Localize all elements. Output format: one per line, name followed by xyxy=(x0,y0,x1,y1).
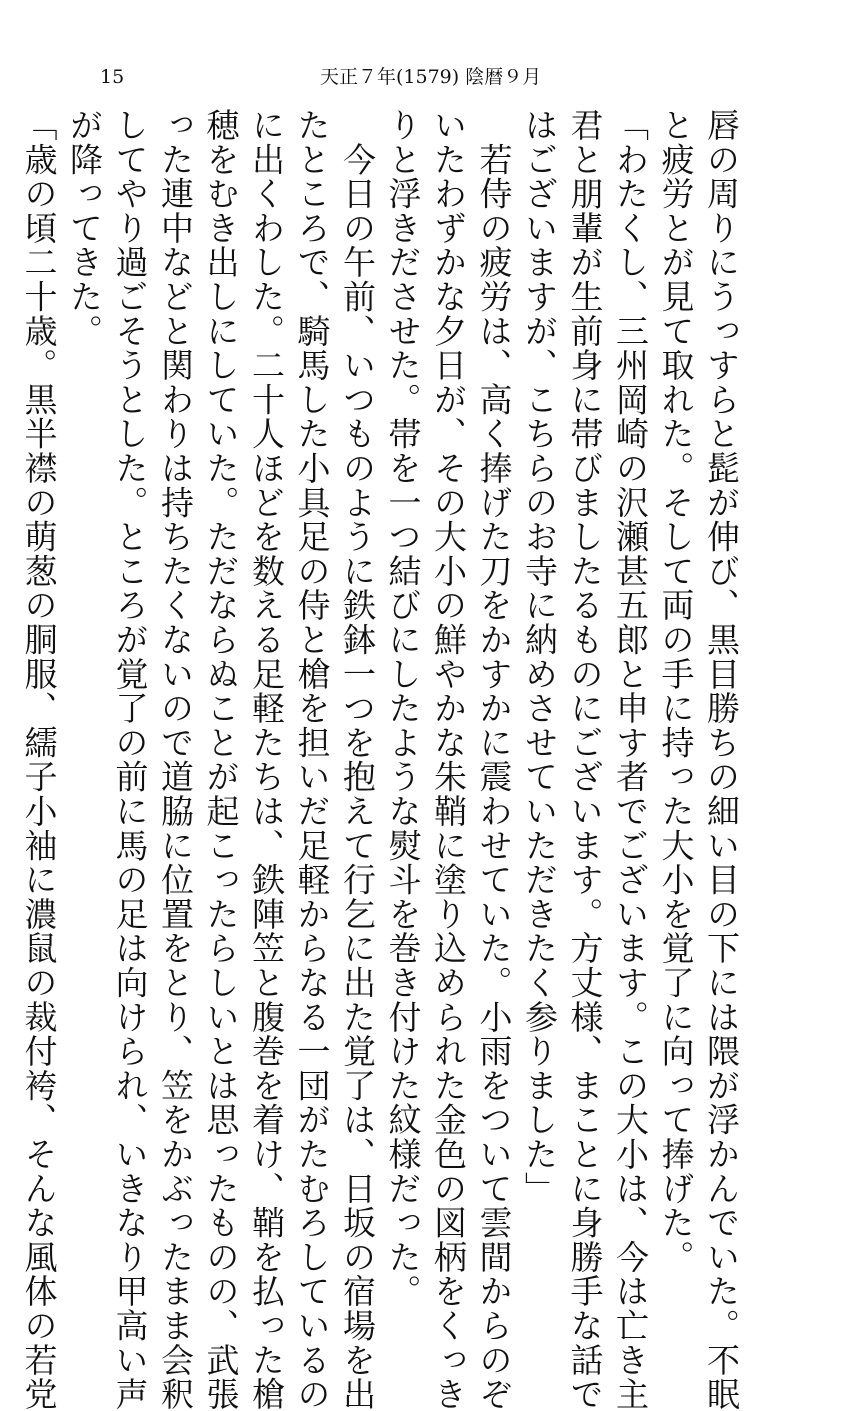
text-line: と疲労とが見て取れた。そして両の手に持った大小を覚了に向って捧げた。 xyxy=(656,108,696,1275)
text-line: 唇の周りにうっすらと髭が伸び、黒目勝ちの細い目の下には隈が浮かんでいた。不眠 xyxy=(702,108,741,1411)
text-line: った連中などと関わりは持ちたくないので道脇に位置をとり、笠をかぶったまま会釈 xyxy=(156,108,195,1411)
text-line: 君と朋輩が生前身に帯びましたるものにございます。方丈様、まことに身勝手な話で xyxy=(565,108,605,1411)
text-line: りと浮きださせた。帯を一つ結びにしたような熨斗を巻き付けた紋様だった。 xyxy=(383,108,423,1309)
text-line: が降ってきた。 xyxy=(65,108,104,349)
page-number: 15 xyxy=(100,66,125,88)
text-line: 「わたくし、三州岡崎の沢瀬甚五郎と申す者でございます。この大小は、今は亡き主 xyxy=(611,108,650,1411)
text-line: いたわずかな夕日が、その大小の鮮やかな朱鞘に塗り込められた金色の図柄をくっき xyxy=(429,108,468,1411)
text-line: 「歳の頃二十歳。黒半襟の萌葱の胴服、繻子小袖に濃鼠の裁付袴、そんな風体の若党 xyxy=(19,108,59,1411)
text-line: 穂をむき出しにしていた。ただならぬことが起こったらしいとは思ったものの、武張 xyxy=(201,108,241,1411)
text-line: 今日の午前、いつものように鉄鉢一つを抱えて行乞に出た覚了は、日坂の宿場を出 xyxy=(338,108,377,1411)
text-line: はございますが、こちらのお寺に納めさせていただきたく参りました」 xyxy=(520,108,559,1206)
text-line: に出くわした。二十人ほどを数える足軽たちは、鉄陣笠と腹巻を着け、鞘を払った槍 xyxy=(247,108,286,1411)
text-line: してやり過ごそうとした。ところが覚了の前に馬の足は向けられ、いきなり甲高い声 xyxy=(110,108,150,1411)
running-header: 天正７年(1579) 陰暦９月 xyxy=(320,66,542,88)
vertical-body-text xyxy=(19,108,744,1411)
text-line: たところで、騎馬した小具足の侍と槍を担いだ足軽からなる一団がたむろしているの xyxy=(292,108,332,1411)
text-line: 若侍の疲労は、高く捧げた刀をかすかに震わせていた。小雨をついて雲間からのぞ xyxy=(474,108,514,1411)
